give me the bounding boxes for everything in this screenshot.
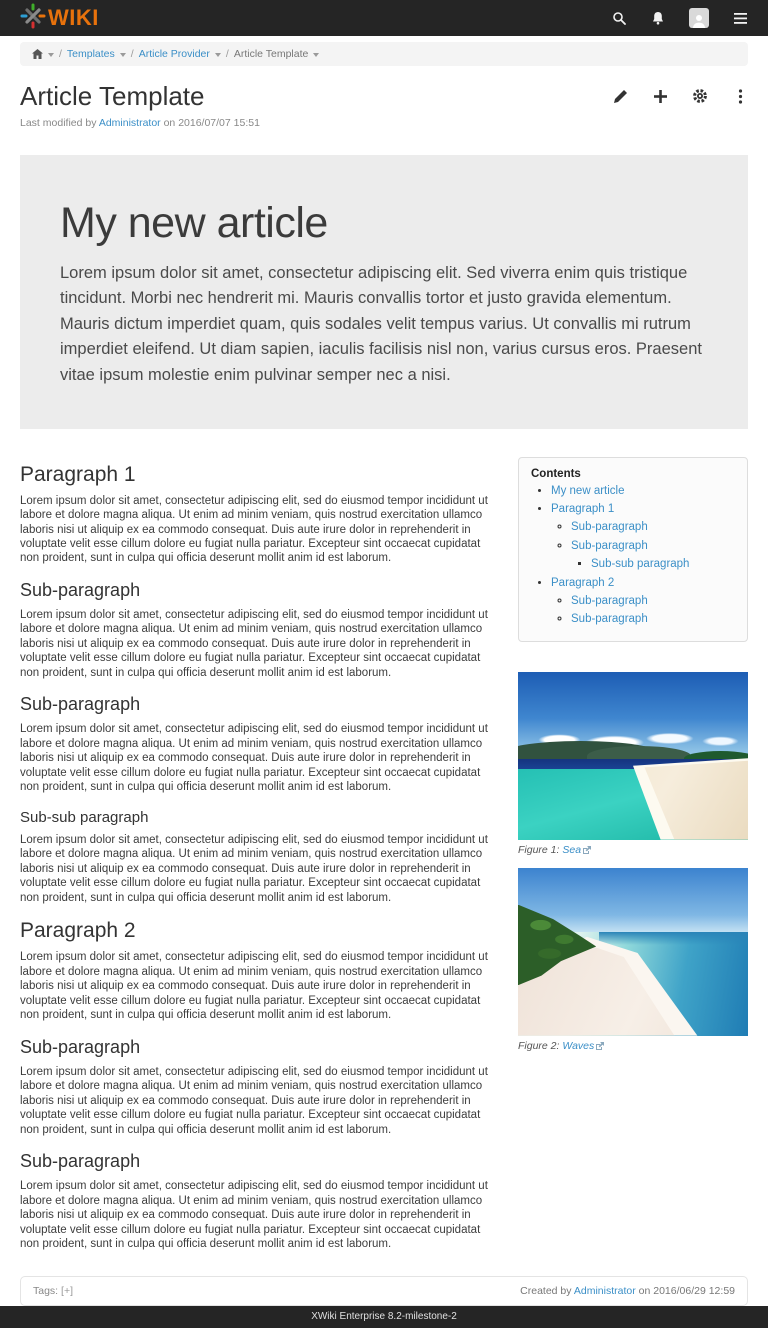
- section-text: Lorem ipsum dolor sit amet, consectetur adipiscing elit, sed do eiusmod tempor incididunt ut labore et dolore magna aliqua. Ut enim ad minim veniam, quis nostrud exercitation ullamco laboris nisi ut aliquip ex ea commodo consequat. Duis aute irure dolor in reprehenderit in voluptate velit esse cillum dolore eu fugiat nulla pariatur. Excepteur sint occaecat cupidatat non proident, sunt in culpa qui officia deserunt mollit anim id est laborum.: [20, 494, 488, 565]
- created-by-user-link[interactable]: Administrator: [573, 1284, 636, 1297]
- top-bar: [0, 0, 768, 36]
- search-icon[interactable]: [611, 11, 626, 26]
- toc-item: [571, 592, 735, 610]
- external-link-icon: [596, 1041, 604, 1053]
- section-heading: Paragraph 1: [20, 462, 136, 486]
- section: [20, 1037, 500, 1137]
- last-modified-info: Last modified by Administrator on 2016/07/07 15:51: [20, 116, 260, 129]
- settings-gear-icon[interactable]: [692, 88, 708, 104]
- toc-item: [551, 482, 735, 500]
- section: [20, 1151, 500, 1251]
- article-body: [20, 457, 500, 1252]
- external-link-icon: [583, 845, 591, 857]
- breadcrumb-link-article-provider[interactable]: Article Provider: [138, 48, 210, 60]
- home-icon[interactable]: [32, 49, 43, 59]
- section-text: Lorem ipsum dolor sit amet, consectetur adipiscing elit, sed do eiusmod tempor incididunt ut labore et dolore magna aliqua. Ut enim ad minim veniam, quis nostrud exercitation ullamco laboris nisi ut aliquip ex ea commodo consequat. Duis aute irure dolor in reprehenderit in voluptate velit esse cillum dolore eu fugiat nulla pariatur. Excepteur sint occaecat cupidatat non proident, sunt in culpa qui officia deserunt mollit anim id est laborum.: [20, 951, 488, 1022]
- sea-photo[interactable]: [518, 672, 748, 840]
- section-heading: Sub-paragraph: [20, 1151, 141, 1172]
- toc-item: [551, 500, 735, 574]
- xwiki-logo-text: WIKI: [48, 5, 99, 30]
- section-heading: Sub-paragraph: [20, 694, 141, 715]
- figure-link-sea[interactable]: Sea: [562, 843, 582, 856]
- toc-item: [551, 574, 735, 629]
- add-tag-button[interactable]: [+]: [61, 1284, 73, 1297]
- toc-link[interactable]: Sub-paragraph: [571, 594, 648, 607]
- toc-link[interactable]: Sub-sub paragraph: [591, 558, 690, 571]
- home-caret-icon[interactable]: [48, 53, 54, 57]
- breadcrumb-link-templates[interactable]: Templates: [66, 48, 115, 60]
- section-heading: Paragraph 2: [20, 919, 136, 943]
- templates-caret-icon[interactable]: [120, 53, 126, 57]
- toc-link[interactable]: Sub-paragraph: [571, 613, 648, 626]
- edit-pencil-icon[interactable]: [612, 88, 628, 104]
- more-kebab-icon[interactable]: [732, 88, 748, 104]
- toc-item: [571, 518, 735, 536]
- article-hero: [20, 155, 748, 429]
- create-plus-icon[interactable]: [652, 88, 668, 104]
- section-heading: Sub-paragraph: [20, 579, 141, 600]
- section: [20, 694, 500, 794]
- notifications-bell-icon[interactable]: [650, 11, 665, 26]
- toc-item: [571, 610, 735, 628]
- article-intro: Lorem ipsum dolor sit amet, consectetur adipiscing elit. Sed viverra enim quis tristique tincidunt. Morbi nec hendrerit mi. Mauris convallis tortor et justo gravida elementum. Mauris dictum imperdiet quam, quis sodales velit tempus varius. Ut convallis mi rutrum imperdiet eleifend. Ut diam sapien, iaculis facilisis nisl non, varius cursus eros. Praesent vitae ipsum molestie enim pulvinar semper nec a nisi.: [60, 263, 702, 384]
- xwiki-logo-x-icon: [20, 3, 46, 34]
- toc-link[interactable]: Paragraph 1: [551, 502, 615, 515]
- section: [20, 809, 500, 905]
- toc-title: Contents: [531, 467, 581, 480]
- figure-sea: [518, 672, 748, 856]
- version-footer: [0, 1306, 768, 1328]
- figure-waves: [518, 868, 748, 1052]
- figure-caption: Figure 2: Waves: [518, 1040, 748, 1052]
- article-title: My new article: [60, 198, 328, 247]
- user-avatar[interactable]: [689, 8, 709, 28]
- section-text: Lorem ipsum dolor sit amet, consectetur adipiscing elit, sed do eiusmod tempor incididunt ut labore et dolore magna aliqua. Ut enim ad minim veniam, quis nostrud exercitation ullamco laboris nisi ut aliquip ex ea commodo consequat. Duis aute irure dolor in reprehenderit in voluptate velit esse cillum dolore eu fugiat nulla pariatur. Excepteur sint occaecat cupidatat non proident, sunt in culpa qui officia deserunt mollit anim id est laborum.: [20, 833, 488, 904]
- table-of-contents: [518, 457, 748, 642]
- created-info: Created by Administrator on 2016/06/29 12:59: [520, 1284, 735, 1297]
- section-text: Lorem ipsum dolor sit amet, consectetur adipiscing elit, sed do eiusmod tempor incididunt ut labore et dolore magna aliqua. Ut enim ad minim veniam, quis nostrud exercitation ullamco laboris nisi ut aliquip ex ea commodo consequat. Duis aute irure dolor in reprehenderit in voluptate velit esse cillum dolore eu fugiat nulla pariatur. Excepteur sint occaecat cupidatat non proident, sunt in culpa qui officia deserunt mollit anim id est laborum.: [20, 608, 488, 679]
- section: [20, 463, 500, 566]
- page-actions: [612, 82, 748, 104]
- tags-label: Tags:: [33, 1284, 59, 1297]
- title-row: [20, 82, 748, 111]
- xwiki-logo[interactable]: [20, 3, 99, 34]
- content-columns: [20, 457, 748, 1252]
- section: [20, 919, 500, 1022]
- figure-caption: Figure 1: Sea: [518, 844, 748, 856]
- version-text: XWiki Enterprise 8.2-milestone-2: [311, 1310, 457, 1322]
- toc-link[interactable]: Sub-paragraph: [571, 521, 648, 534]
- section-text: Lorem ipsum dolor sit amet, consectetur adipiscing elit, sed do eiusmod tempor incididunt ut labore et dolore magna aliqua. Ut enim ad minim veniam, quis nostrud exercitation ullamco laboris nisi ut aliquip ex ea commodo consequat. Duis aute irure dolor in reprehenderit in voluptate velit esse cillum dolore eu fugiat nulla pariatur. Excepteur sint occaecat cupidatat non proident, sunt in culpa qui officia deserunt mollit anim id est laborum.: [20, 723, 488, 794]
- section: [20, 580, 500, 680]
- drawer-menu-icon[interactable]: [733, 11, 748, 26]
- toc-link[interactable]: Paragraph 2: [551, 576, 615, 589]
- section-text: Lorem ipsum dolor sit amet, consectetur adipiscing elit, sed do eiusmod tempor incididunt ut labore et dolore magna aliqua. Ut enim ad minim veniam, quis nostrud exercitation ullamco laboris nisi ut aliquip ex ea commodo consequat. Duis aute irure dolor in reprehenderit in voluptate velit esse cillum dolore eu fugiat nulla pariatur. Excepteur sint occaecat cupidatat non proident, sunt in culpa qui officia deserunt mollit anim id est laborum.: [20, 1180, 488, 1251]
- article-provider-caret-icon[interactable]: [215, 53, 221, 57]
- toc-link[interactable]: My new article: [551, 484, 625, 497]
- page-title: Article Template: [20, 81, 205, 111]
- breadcrumb-current-page: Article Template: [233, 48, 309, 60]
- toc-item: [571, 537, 735, 574]
- topbar-icons: [611, 8, 748, 28]
- toc-link[interactable]: Sub-paragraph: [571, 539, 648, 552]
- toc-item: [591, 555, 735, 573]
- section-text: Lorem ipsum dolor sit amet, consectetur adipiscing elit, sed do eiusmod tempor incididunt ut labore et dolore magna aliqua. Ut enim ad minim veniam, quis nostrud exercitation ullamco laboris nisi ut aliquip ex ea commodo consequat. Duis aute irure dolor in reprehenderit in voluptate velit esse cillum dolore eu fugiat nulla pariatur. Excepteur sint occaecat cupidatat non proident, sunt in culpa qui officia deserunt mollit anim id est laborum.: [20, 1065, 488, 1136]
- waves-photo[interactable]: [518, 868, 748, 1036]
- section-heading: Sub-sub paragraph: [20, 808, 149, 826]
- modified-by-user-link[interactable]: Administrator: [98, 116, 161, 129]
- current-page-caret-icon[interactable]: [313, 53, 319, 57]
- doc-info-bar: [20, 1276, 748, 1306]
- breadcrumb: / Templates / Article Provider / Article Template: [20, 42, 748, 66]
- sidebar: [518, 457, 748, 1252]
- figure-link-waves[interactable]: Waves: [562, 1039, 595, 1052]
- section-heading: Sub-paragraph: [20, 1036, 141, 1057]
